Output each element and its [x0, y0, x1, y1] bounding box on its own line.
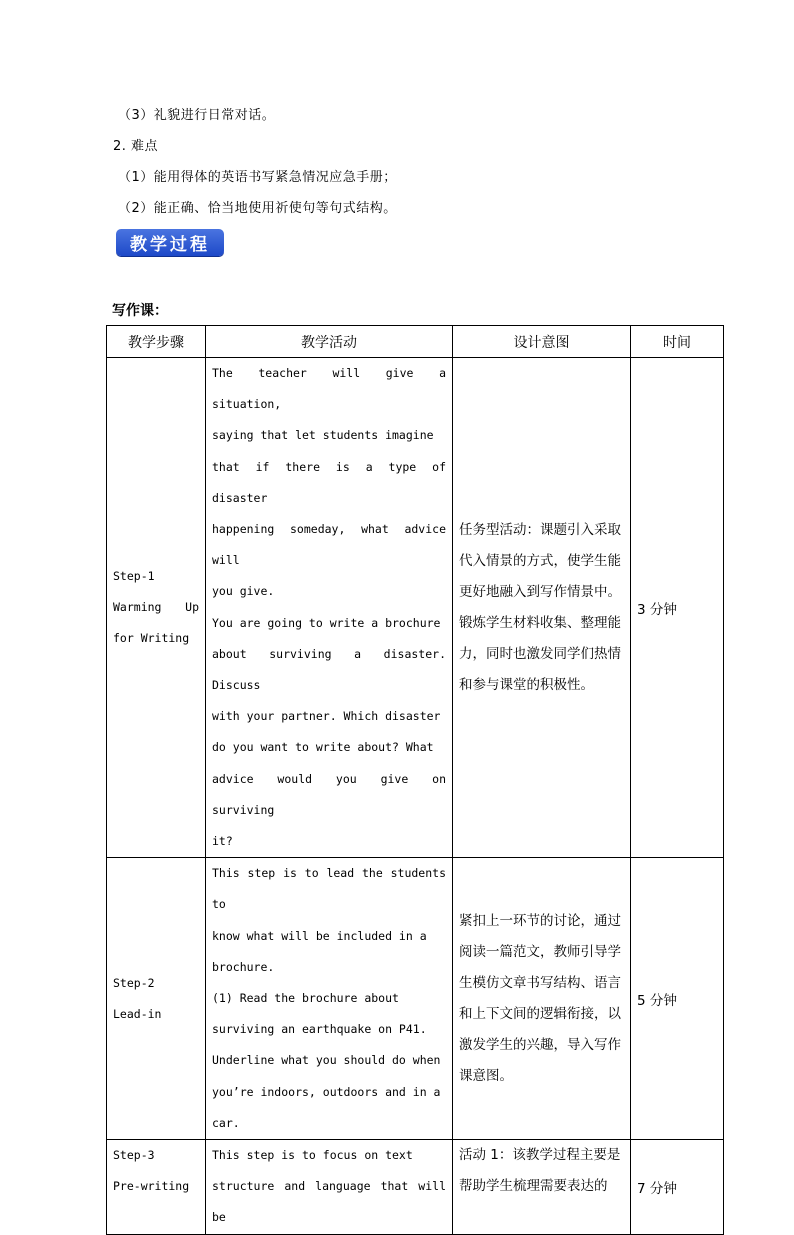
activity-line: do you want to write about? What — [212, 740, 434, 755]
activity-line: advice would you give on surviving — [212, 771, 446, 817]
table-row — [107, 858, 724, 1140]
intent-line: 力，同时也激发同学们热情 — [459, 645, 621, 662]
activity-line: Underline what you should do when — [212, 1053, 441, 1068]
activity-line: This step is to lead the students to — [212, 866, 446, 912]
step-cell — [107, 1140, 206, 1235]
activity-line: (1) Read the brochure about — [212, 991, 399, 1006]
activity-line: The teacher will give a situation, — [212, 366, 446, 412]
intent-cell — [453, 1140, 631, 1235]
step-line: Lead-in — [113, 1006, 162, 1021]
intro-line-4: （2）能正确、恰当地使用祈使句等句式结构。 — [118, 201, 397, 216]
table-row — [107, 1140, 724, 1235]
intent-line: 任务型活动：课题引入采取 — [459, 521, 621, 538]
step-word: Warming — [113, 600, 162, 615]
intent-line: 更好地融入到写作情景中。 — [459, 583, 621, 600]
activity-cell — [206, 858, 453, 1140]
header-time: 时间 — [631, 326, 724, 358]
intent-line: 帮助学生梳理需要表达的 — [459, 1178, 608, 1195]
activity-line: structure and language that will be — [212, 1179, 446, 1225]
activity-line: about surviving a disaster. Discuss — [212, 646, 446, 693]
activity-line: You are going to write a brochure — [212, 615, 441, 630]
intro-line-1: （3）礼貌进行日常对话。 — [118, 108, 276, 123]
activity-line: surviving an earthquake on P41. — [212, 1022, 427, 1037]
time-cell: 5 分钟 — [631, 858, 724, 1140]
activity-line: it? — [212, 834, 233, 849]
step-line: for Writing — [113, 631, 190, 646]
step-line — [113, 592, 199, 623]
step-word: Up — [185, 600, 199, 615]
intent-cell — [453, 858, 631, 1140]
intent-line: 阅读一篇范文，教师引导学 — [459, 943, 621, 960]
intent-line: 课意图。 — [459, 1067, 513, 1084]
teaching-process-banner — [116, 229, 224, 256]
intent-line: 和上下文间的逻辑衔接，以 — [459, 1005, 621, 1022]
activity-cell — [206, 1140, 453, 1235]
activity-line: with your partner. Which disaster — [212, 709, 441, 724]
activity-line: brochure. — [212, 959, 275, 974]
intent-line: 和参与课堂的积极性。 — [459, 676, 594, 693]
banner-label: 教学过程 — [130, 235, 210, 255]
step-line: Step-1 — [113, 569, 155, 584]
activity-line: happening someday, what advice will — [212, 522, 446, 568]
activity-line: know what will be included in a — [212, 928, 427, 943]
intent-line: 紧扣上一环节的讨论，通过 — [459, 912, 621, 929]
intent-cell — [453, 358, 631, 858]
step-line: Step-3 — [113, 1148, 155, 1163]
lesson-plan-table — [106, 325, 724, 1235]
intro-line-3: （1）能用得体的英语书写紧急情况应急手册； — [118, 170, 397, 185]
activity-line: saying that let students imagine — [212, 428, 434, 443]
table-row — [107, 358, 724, 858]
time-cell: 3 分钟 — [631, 358, 724, 858]
intro-line-2: 2. 难点 — [113, 139, 159, 154]
activity-line: that if there is a type of disaster — [212, 459, 446, 505]
header-activities: 教学活动 — [206, 326, 453, 358]
step-cell — [107, 358, 206, 858]
step-line: Step-2 — [113, 975, 155, 990]
intent-line: 活动 1：该教学过程主要是 — [459, 1147, 621, 1164]
intent-line: 代入情景的方式，使学生能 — [459, 552, 621, 569]
activity-line: This step is to focus on text — [212, 1148, 413, 1163]
section-heading: 写作课： — [112, 303, 168, 319]
activity-line: you give. — [212, 584, 275, 599]
time-cell: 7 分钟 — [631, 1140, 724, 1235]
activity-line: you’re indoors, outdoors and in a — [212, 1084, 441, 1099]
header-steps: 教学步骤 — [107, 326, 206, 358]
table-header-row — [107, 326, 724, 358]
activity-cell — [206, 358, 453, 858]
step-cell — [107, 858, 206, 1140]
intent-line: 激发学生的兴趣，导入写作 — [459, 1036, 621, 1053]
step-line: Pre-writing — [113, 1179, 190, 1194]
activity-line: car. — [212, 1115, 240, 1130]
intent-line: 生模仿文章书写结构、语言 — [459, 974, 621, 991]
intent-line: 锻炼学生材料收集、整理能 — [459, 614, 621, 631]
header-intent: 设计意图 — [453, 326, 631, 358]
